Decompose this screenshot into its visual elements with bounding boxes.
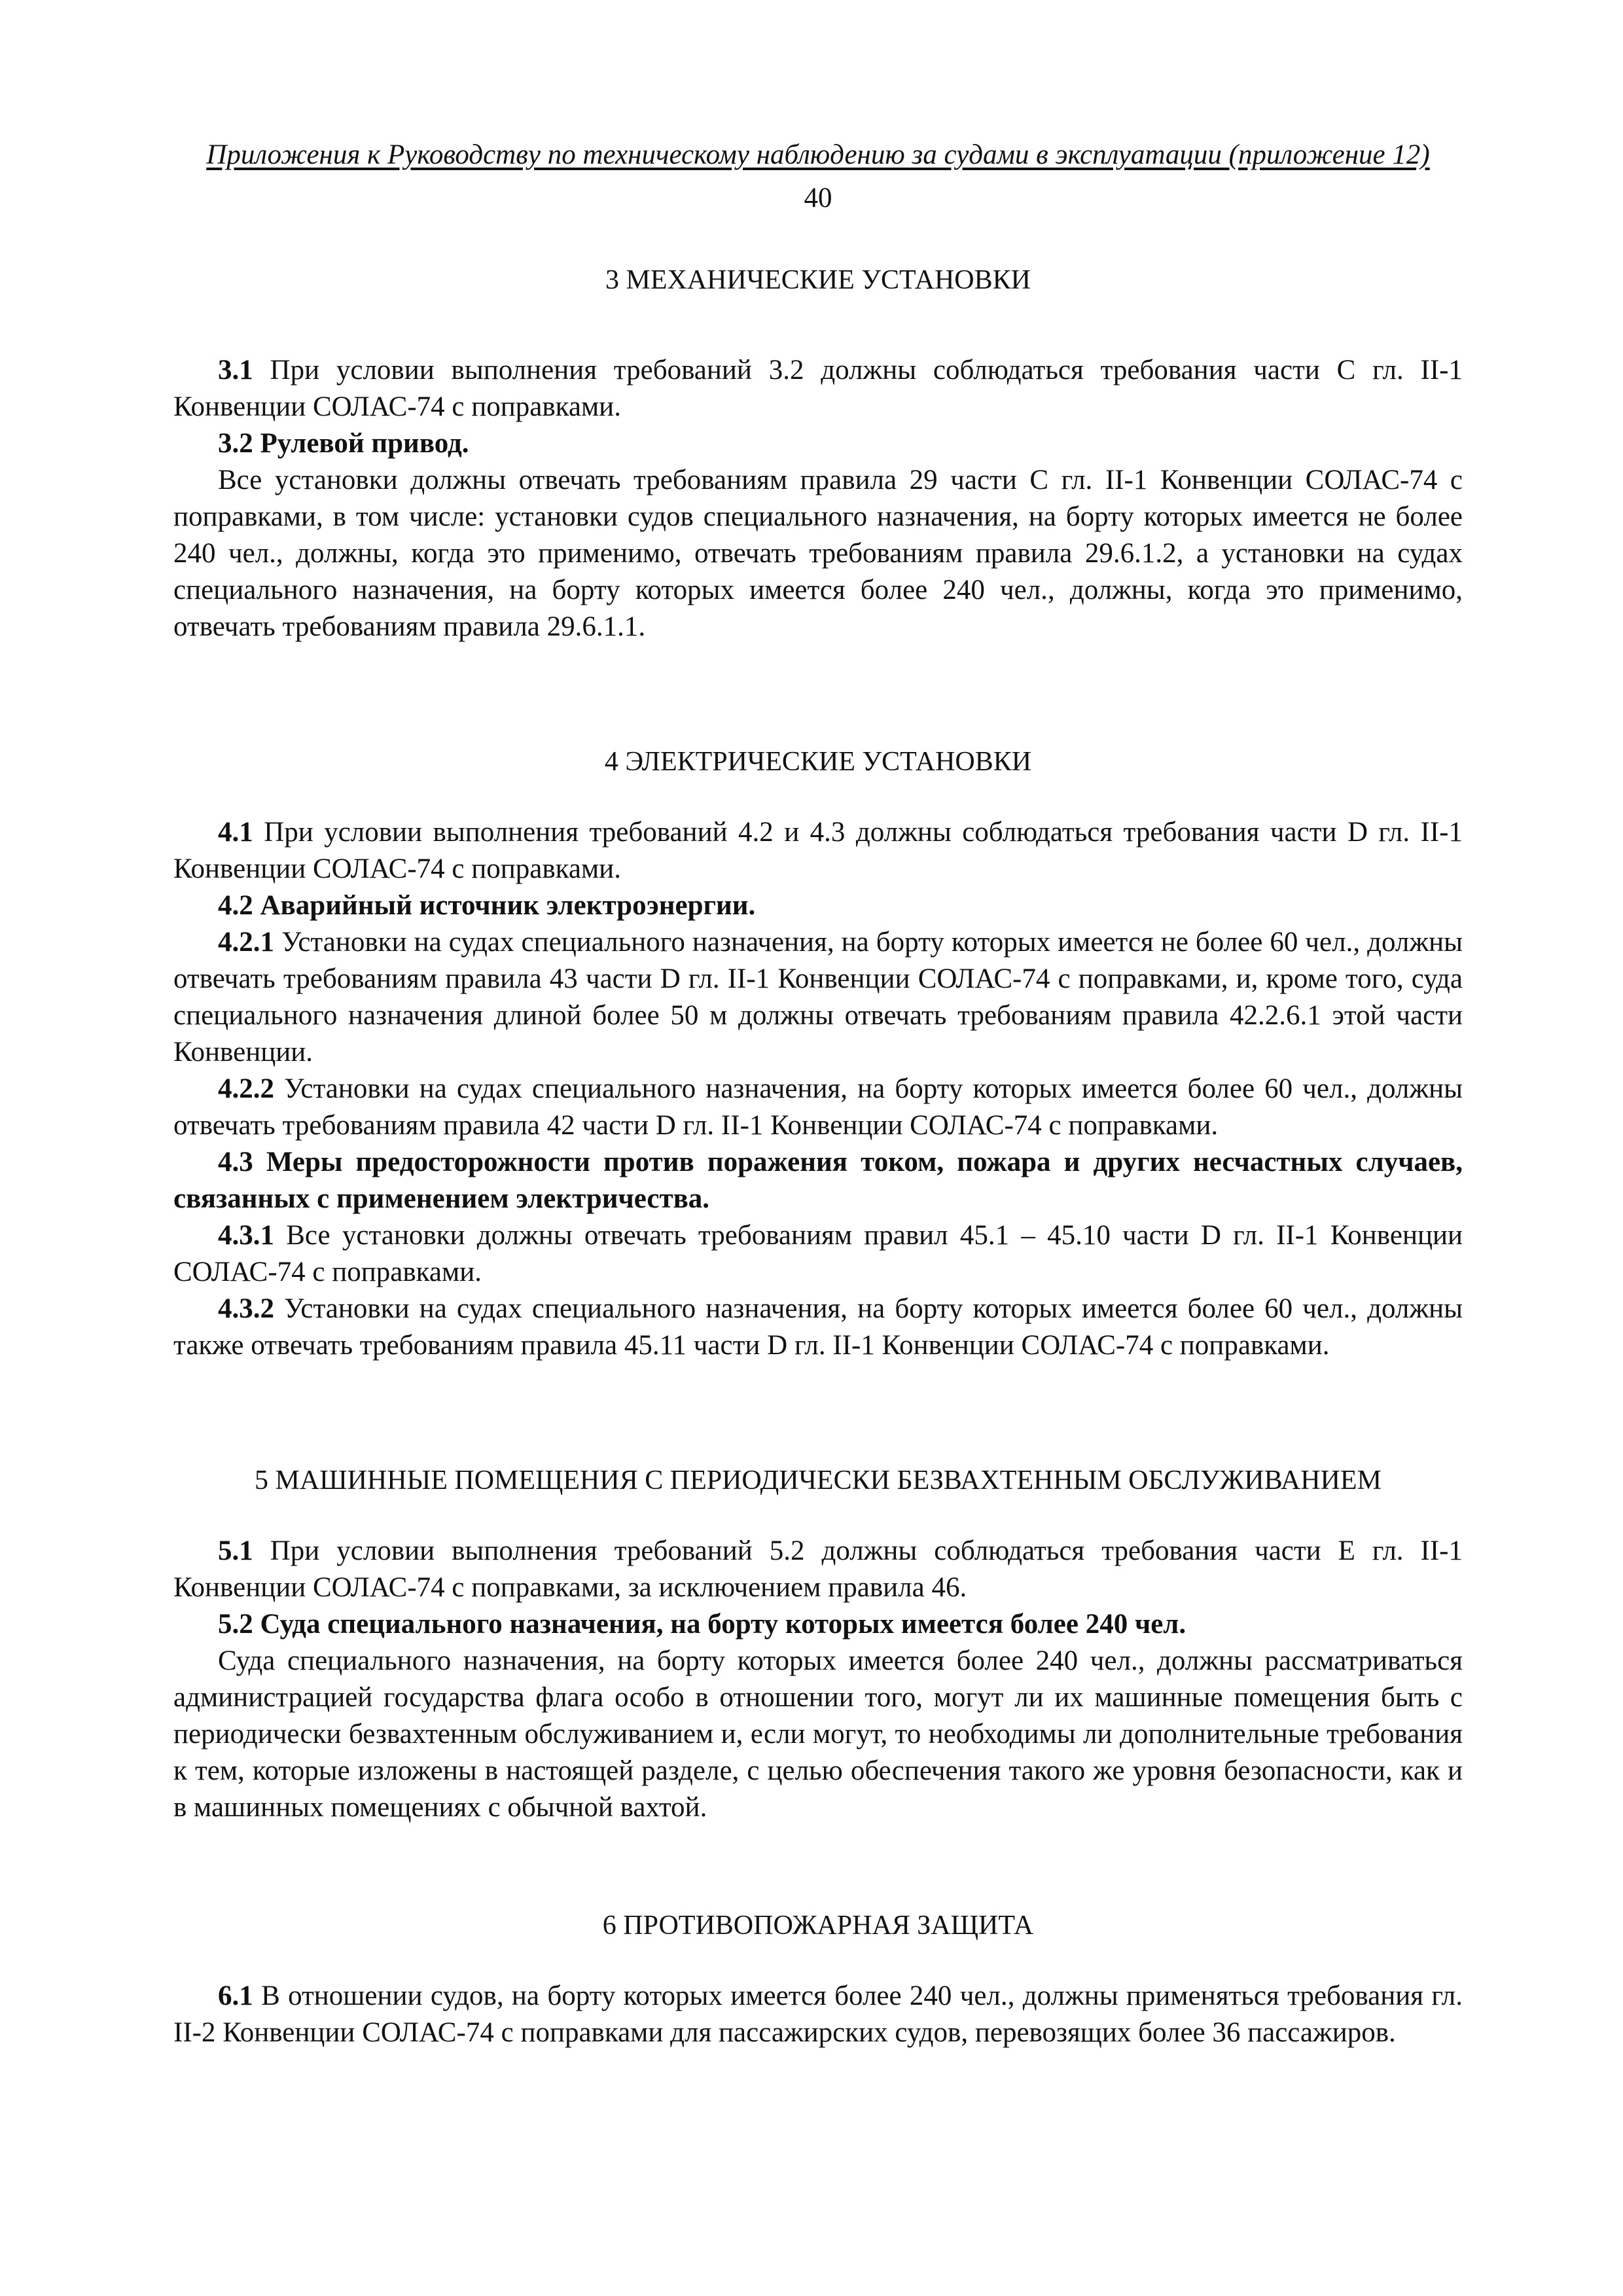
- clause-number: 4.1: [218, 817, 253, 848]
- paragraph-text: Все установки должны отвечать требованиям правил 45.1 – 45.10 части D гл. II-1 Конвенции СОЛАС-74 с поправками.: [173, 1220, 1463, 1287]
- paragraph-5-1: [173, 1533, 1463, 1606]
- subheading-3-2: 3.2 Рулевой привод.: [218, 428, 469, 459]
- paragraph-text: В отношении судов, на борту которых имеется более 240 чел., должны применяться требования гл. II-2 Конвенции СОЛАС-74 с поправками для пассажирских судов, перевозящих более 36 пассажиров.: [173, 1981, 1463, 2048]
- section-5-title: 5 МАШИННЫЕ ПОМЕЩЕНИЯ С ПЕРИОДИЧЕСКИ БЕЗВАХТЕННЫМ ОБСЛУЖИВАНИЕМ: [255, 1465, 1382, 1496]
- paragraph-text: Установки на судах специального назначения, на борту которых имеется более 60 чел., должны также отвечать требованиям правила 45.11 части D гл. II-1 Конвенции СОЛАС-74 с поправками.: [173, 1293, 1463, 1361]
- section-4: [173, 744, 1463, 1364]
- section-6: [173, 1907, 1463, 2051]
- page-number: 40: [804, 183, 832, 213]
- clause-number: 4.2.1: [218, 927, 274, 958]
- clause-number: 4.2.2: [218, 1073, 274, 1104]
- document-body: [173, 262, 1463, 2051]
- paragraph-4-3-2: [173, 1291, 1463, 1364]
- clause-number: 4.3.2: [218, 1293, 274, 1324]
- paragraph-text: При условии выполнения требований 5.2 должны соблюдаться требования части Е гл. II-1 Конвенции СОЛАС-74 с поправками, за исключением правила 46.: [173, 1535, 1463, 1603]
- paragraph-text: При условии выполнения требований 4.2 и 4.3 должны соблюдаться требования части D гл. II-1 Конвенции СОЛАС-74 с поправками.: [173, 817, 1463, 884]
- paragraph-4-2-1: [173, 924, 1463, 1071]
- paragraph-4-2-2: [173, 1071, 1463, 1144]
- section-3-title: 3 МЕХАНИЧЕСКИЕ УСТАНОВКИ: [605, 265, 1031, 295]
- paragraph-text: Установки на судах специального назначения, на борту которых имеется не более 60 чел., должны отвечать требованиям правила 43 части D гл. II-1 Конвенции СОЛАС-74 с поправками, и, кроме того, суда специального назначения длиной более 50 м должны отвечать требованиям правила 42.2.6.1 этой части Конвенции.: [173, 927, 1463, 1067]
- section-3: [173, 262, 1463, 645]
- paragraph-6-1: [173, 1978, 1463, 2051]
- paragraph-5-2-text: Суда специального назначения, на борту которых имеется более 240 чел., должны рассматриваться администрацией государства флага особо в отношении того, могут ли их машинные помещения быть с периодически безвахтенным обслуживанием и, если могут, то необходимы ли дополнительные требования к тем, которые изложены в настоящей разделе, с целью обеспечения такого же уровня безопасности, как и в машинных помещениях с обычной вахтой.: [173, 1645, 1463, 1823]
- clause-number: 5.1: [218, 1535, 253, 1566]
- clause-number: 4.3.1: [218, 1220, 274, 1251]
- subheading-4-2: 4.2 Аварийный источник электроэнергии.: [218, 890, 756, 921]
- section-6-title: 6 ПРОТИВОПОЖАРНАЯ ЗАЩИТА: [602, 1910, 1034, 1941]
- subheading-5-2: 5.2 Суда специального назначения, на борту которых имеется более 240 чел.: [218, 1609, 1186, 1640]
- paragraph-3-2-text: Все установки должны отвечать требованиям правила 29 части С гл. II-1 Конвенции СОЛАС-74 с поправками, в том числе: установки судов специального назначения, на борту которых имеется не более 240 чел., должны, когда это применимо, отвечать требованиям правила 29.6.1.2, а установки на судах специального назначения, на борту которых имеется более 240 чел., должны, когда это применимо, отвечать требованиям правила 29.6.1.1.: [173, 465, 1463, 642]
- paragraph-4-1: [173, 814, 1463, 888]
- paragraph-text: При условии выполнения требований 3.2 должны соблюдаться требования части С гл. II-1 Конвенции СОЛАС-74 с поправками.: [173, 355, 1463, 422]
- subheading-4-3: 4.3 Меры предосторожности против поражения током, пожара и других несчастных случаев, связанных с применением электричества.: [173, 1147, 1463, 1214]
- paragraph-text: Установки на судах специального назначения, на борту которых имеется более 60 чел., должны отвечать требованиям правила 42 части D гл. II-1 Конвенции СОЛАС-74 с поправками.: [173, 1073, 1463, 1141]
- clause-number: 3.1: [218, 355, 253, 386]
- section-4-title: 4 ЭЛЕКТРИЧЕСКИЕ УСТАНОВКИ: [604, 747, 1032, 777]
- clause-number: 6.1: [218, 1981, 253, 2011]
- running-head: Приложения к Руководству по техническому наблюдению за судами в эксплуатации (приложение 12): [206, 139, 1430, 170]
- paragraph-3-1: [173, 352, 1463, 425]
- section-5: [173, 1462, 1463, 1826]
- paragraph-4-3-1: [173, 1217, 1463, 1291]
